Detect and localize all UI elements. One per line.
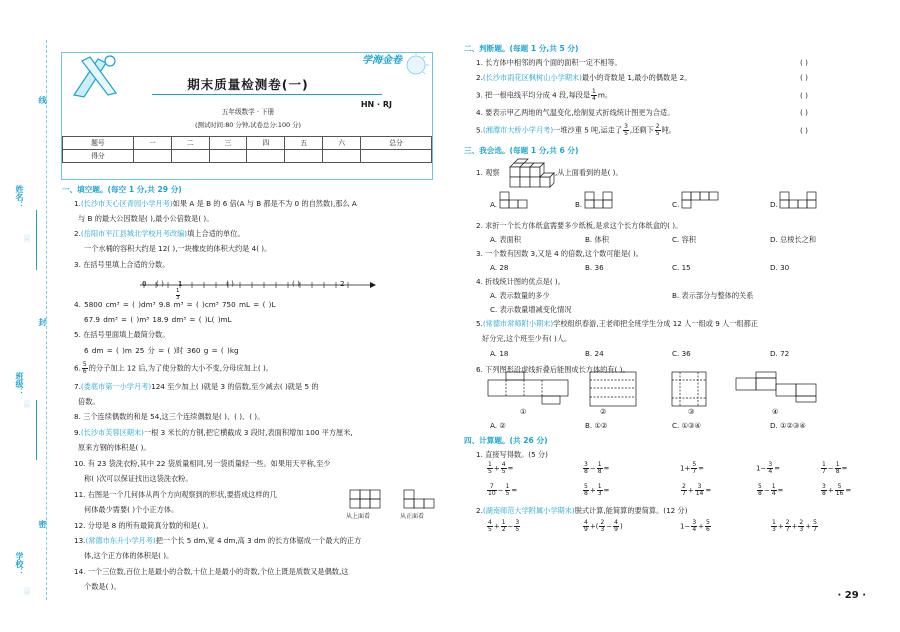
score-cell: 题号 bbox=[63, 137, 134, 150]
fraction-1-4: $\frac{1}{4}$ bbox=[592, 88, 596, 102]
q13-line-a: 13.(常德市东升小学月考)把一个长 5 dm,宽 4 dm,高 3 dm 的长方体锯成一个最大的正方 bbox=[74, 536, 362, 545]
name-fill-line[interactable] bbox=[36, 210, 37, 270]
calc-q2-text: 脱式计算,能简算的要简算。(12 分) bbox=[574, 506, 688, 515]
section-4-title: 四、计算题。(共 26 分) bbox=[464, 436, 548, 445]
calc-item: $\frac{1}{7}$ − $\frac{1}{8}$ = bbox=[822, 461, 848, 475]
judge-q5-unit: 吨。 bbox=[661, 125, 676, 135]
choice-q5-text: 学校组织春游,王老师把全班学生分成 12 人一组或 9 人一组都正 bbox=[553, 319, 758, 328]
section-2-title: 二、判断题。(每题 1 分,共 5 分) bbox=[464, 44, 579, 53]
calc-item: 1− $\frac{3}{4}$ = bbox=[756, 461, 781, 475]
choice-option[interactable]: C. 15 bbox=[672, 263, 691, 272]
choice-option[interactable]: C. ①③④ bbox=[672, 421, 701, 430]
choice-option[interactable]: B. 体积 bbox=[585, 235, 609, 244]
q4-line-a: 4. 5800 cm³ = ( )dm³ 9.8 m³ = ( )cm³ 750 mL = ( )L bbox=[74, 300, 276, 309]
q13-text: 把一个长 5 dm,宽 4 dm,高 3 dm 的长方体锯成一个最大的正方 bbox=[155, 536, 362, 545]
class-label: 班级： bbox=[15, 372, 24, 396]
class-fill-line[interactable] bbox=[36, 400, 37, 460]
step-calc-item: 1− $\frac{3}{4}$ + $\frac{5}{6}$ bbox=[680, 519, 710, 533]
q9-source-tag: (长沙市芙蓉区期末) bbox=[80, 428, 144, 437]
judge-answer-box[interactable]: ( ) bbox=[800, 91, 808, 100]
choice-q1-text: ,从上面看到的是( )。 bbox=[555, 168, 623, 177]
judge-q5: 5.(湘潭市大桥小学月考)一堆沙重 5 吨,运走了 $\frac{3}{5}$ ,还剩下 $\frac{2}{5}$ 吨。 bbox=[476, 123, 676, 137]
q1-text: 如果 A 是 B 的 6 倍(A 与 B 都是不为 0 的自然数),那么 A bbox=[172, 199, 357, 208]
nl-label: 0 bbox=[142, 279, 147, 288]
calc-item: $\frac{2}{7}$ + $\frac{3}{14}$ = bbox=[682, 483, 712, 497]
judge-q5-text-b: ,还剩下 bbox=[629, 125, 654, 135]
fraction-5-6: $\frac{5}{6}$ bbox=[82, 361, 87, 375]
view-top-label: 从上面看 bbox=[346, 513, 371, 520]
q13-source-tag: (常德市东升小学月考) bbox=[85, 536, 156, 545]
choice-option[interactable]: B. 24 bbox=[585, 349, 604, 358]
step-calc-item: $\frac{1}{3}$ + $\frac{2}{7}$ + $\frac{2}{3}$ + $\frac{5}{7}$ bbox=[772, 519, 817, 533]
q8-text: 8. 三个连续偶数的和是 54,这三个连续偶数是( )、( )、( )。 bbox=[74, 412, 265, 421]
judge-answer-box[interactable]: ( ) bbox=[800, 108, 808, 117]
binding-margin bbox=[0, 0, 60, 632]
score-input-cell[interactable] bbox=[361, 150, 432, 163]
option-c-shape bbox=[682, 192, 722, 216]
crown-icon: ♕ bbox=[22, 585, 32, 598]
fraction-3-5: $\frac{3}{5}$ bbox=[624, 123, 628, 137]
cuboid-nets-figure bbox=[486, 372, 842, 408]
step-calc-item: $\frac{4}{9}$ +( $\frac{2}{3}$ − $\frac{4}{9}$ ) bbox=[584, 519, 623, 533]
exam-info: (测试时间:80 分钟,试卷总分:100 分) bbox=[194, 121, 301, 129]
brand-logo-text: 学海金卷 bbox=[362, 55, 402, 66]
judge-answer-box[interactable]: ( ) bbox=[800, 58, 808, 67]
choice-q5-line-a: 5.(常德市常师附小期末)学校组织春游,王老师把全班学生分成 12 人一组或 9 人一组都正 bbox=[476, 319, 758, 328]
score-cell: 得分 bbox=[63, 150, 134, 163]
option-a-shape bbox=[500, 192, 540, 216]
exam-subtitle: 五年级数学 · 下册 bbox=[221, 108, 275, 116]
option-d-shape bbox=[780, 192, 820, 216]
choice-q6: 6. 下列图形沿虚线折叠后能围成长方体的有( )。 bbox=[476, 365, 630, 374]
choice-option[interactable]: A. 表示数量的多少 bbox=[490, 291, 550, 300]
q10-line-a: 10. 有 23 袋洗衣粉,其中 22 袋质量相同,另一袋质量轻一些。如果用天平称,至少 bbox=[74, 459, 331, 468]
score-input-cell[interactable] bbox=[133, 150, 171, 163]
q5-line-b: 6 dm = ( )m 25 分 = ( )时 360 g = ( )kg bbox=[84, 346, 239, 355]
q5-text: 5. 在括号里面填上最简分数。 bbox=[74, 330, 170, 339]
calc-item: $\frac{1}{5}$ + $\frac{4}{5}$ = bbox=[488, 461, 514, 475]
exam-title: 期末质量检测卷(一) bbox=[187, 77, 309, 92]
choice-q5-line-b: 好分完,这个班至少有( )人。 bbox=[482, 334, 572, 343]
judge-q5-tag: (湘潭市大桥小学月考) bbox=[482, 125, 554, 135]
choice-q5-tag: (常德市常师附小期末) bbox=[482, 319, 554, 328]
choice-option[interactable]: A. 18 bbox=[490, 349, 509, 358]
score-table bbox=[62, 136, 432, 163]
judge-q1: 1. 长方体中相邻的两个面的面积一定不相等。 bbox=[476, 58, 622, 67]
q9-line-a: 9.(长沙市芙蓉区期末)一根 3 米长的方钢,把它横截成 3 段时,表面积增加 100 平方厘米, bbox=[74, 428, 353, 437]
choice-q2: 2. 求折一个长方体纸盒需要多少纸板,是求这个长方体纸盒的( )。 bbox=[476, 221, 683, 230]
judge-answer-box[interactable]: ( ) bbox=[800, 73, 808, 82]
q7-line-b: 倍数。 bbox=[78, 397, 100, 406]
page-number: · 29 · bbox=[837, 590, 866, 601]
title-underline bbox=[152, 94, 382, 95]
q7-line-a: 7.(娄底市第一小学月考)124 至少加上( )就是 3 的倍数,至少减去( )就是 5 的 bbox=[74, 382, 319, 391]
nl-label: 2 bbox=[340, 279, 345, 288]
calc-item: $\frac{7}{10}$ − $\frac{1}{5}$ = bbox=[488, 483, 518, 497]
q2-text: 填上合适的单位。 bbox=[187, 229, 245, 238]
choice-option[interactable]: A. ② bbox=[490, 421, 506, 430]
choice-option[interactable]: A. 表面积 bbox=[490, 235, 521, 244]
nl-fraction-one-third: 1 3 bbox=[176, 288, 180, 301]
choice-q3: 3. 一个数有因数 3,又是 4 的倍数,这个数可能是( )。 bbox=[476, 249, 643, 258]
net-label: ① bbox=[520, 407, 527, 416]
nl-blank[interactable]: ( ) bbox=[226, 279, 234, 288]
q1-line-b: 与 B 的最大公因数是( ),最小公倍数是( )。 bbox=[78, 214, 214, 223]
score-cell: 一 bbox=[133, 137, 171, 150]
step-calc-item: $\frac{4}{5}$ + $\frac{1}{2}$ − $\frac{3}{5}$ bbox=[488, 519, 520, 533]
choice-q1: 1. 观察 bbox=[476, 168, 500, 177]
nl-blank[interactable]: ( ) bbox=[156, 279, 164, 288]
calc-item: $\frac{3}{8}$ + $\frac{5}{16}$ = bbox=[822, 483, 852, 497]
edition-code: HN · RJ bbox=[360, 100, 392, 109]
q6-line-a: 6. $\frac{5}{6}$ 的分子加上 12 后,为了使分数的大小不变,分母应加上( )。 bbox=[74, 361, 273, 375]
judge-q3-unit: m。 bbox=[597, 90, 613, 100]
choice-option-c[interactable]: C. bbox=[672, 200, 680, 209]
q2-line-b: 一个水桶的容积大约是 12( ),一块橡皮的体积大约是 4( )。 bbox=[84, 244, 272, 253]
calc-item: 1+ $\frac{5}{7}$ = bbox=[680, 461, 705, 475]
q9-text: 一根 3 米长的方钢,把它横截成 3 段时,表面积增加 100 平方厘米, bbox=[143, 428, 353, 437]
score-value-row bbox=[63, 150, 432, 163]
choice-option-d[interactable]: D. bbox=[770, 200, 778, 209]
option-b-shape bbox=[585, 192, 625, 216]
calc-item: $\frac{5}{8}$ − $\frac{1}{4}$ = bbox=[758, 483, 784, 497]
q3-text: 3. 在括号里填上合适的分数。 bbox=[74, 260, 170, 269]
net-label: ④ bbox=[772, 407, 779, 416]
seal-xian: 线 bbox=[38, 96, 47, 104]
score-cell: 四 bbox=[247, 137, 285, 150]
q13-line-b: 体,这个正方体的体积是( )。 bbox=[84, 551, 174, 560]
net-label: ③ bbox=[688, 407, 695, 416]
score-input-cell[interactable] bbox=[285, 150, 323, 163]
net-label: ② bbox=[600, 407, 607, 416]
q9-line-b: 原来方钢的体积是( )。 bbox=[78, 443, 151, 452]
score-cell: 六 bbox=[323, 137, 361, 150]
choice-q4: 4. 折线统计图的优点是( )。 bbox=[476, 277, 565, 286]
name-label: 姓名： bbox=[15, 185, 24, 209]
calc-q2: 2.(湖南师范大学附属小学期末)脱式计算,能简算的要简算。(12 分) bbox=[476, 506, 688, 515]
judge-q4: 4. 要表示甲乙两地的气温变化,绘制复式折线统计图更为合适。 bbox=[476, 108, 675, 117]
q11-line-a: 11. 右图是一个几何体从两个方向观察到的形状,要搭成这样的几 bbox=[74, 490, 277, 499]
school-label: 学校： bbox=[15, 552, 24, 576]
calc-q2-tag: (湖南师范大学附属小学期末) bbox=[482, 506, 575, 515]
q1-line-a: 1.(长沙市天心区青园小学月考)如果 A 是 B 的 6 倍(A 与 B 都是不为 0 的自然数),那么 A bbox=[74, 199, 357, 208]
q14-line-b: 个数是( )。 bbox=[84, 582, 121, 591]
score-header-row bbox=[63, 137, 432, 150]
judge-q5-text: 一堆沙重 5 吨,运走了 bbox=[553, 125, 623, 135]
choice-option[interactable]: B. 36 bbox=[585, 263, 604, 272]
score-cell: 五 bbox=[285, 137, 323, 150]
crown-icon: ♕ bbox=[22, 232, 32, 245]
section-3-title: 三、我会选。(每题 1 分,共 6 分) bbox=[464, 146, 579, 155]
q12-text: 12. 分母是 8 的所有最简真分数的和是( )。 bbox=[74, 521, 213, 530]
q1-source-tag: (长沙市天心区青园小学月考) bbox=[80, 199, 173, 208]
section-1-title: 一、填空题。(每空 1 分,共 29 分) bbox=[62, 185, 182, 194]
fraction-2-5: $\frac{2}{5}$ bbox=[655, 123, 660, 137]
choice-option[interactable]: B. 表示部分与整体的关系 bbox=[672, 291, 754, 300]
score-input-cell[interactable] bbox=[323, 150, 361, 163]
judge-q3-text: 3. 把一根电线平均分成 4 段,每段是 bbox=[476, 90, 591, 100]
score-cell: 总分 bbox=[361, 137, 432, 150]
judge-q2-tag: (长沙市雨花区枫树山小学期末) bbox=[482, 73, 582, 82]
choice-option[interactable]: C. 容积 bbox=[672, 235, 696, 244]
nl-blank[interactable]: ( ) bbox=[292, 279, 300, 288]
calc-item: $\frac{5}{8}$ + $\frac{1}{3}$ = bbox=[584, 483, 610, 497]
q14-line-a: 14. 一个三位数,百位上是最小的合数,十位上是最小的奇数,个位上既是质数又是偶数,这 bbox=[74, 567, 349, 576]
q2-source-tag: (岳阳市平江县城北学校月考改编) bbox=[80, 229, 188, 238]
q10-line-b: 称( )次可以保证找出这袋洗衣粉。 bbox=[84, 474, 193, 483]
q4-line-b: 67.9 dm³ = ( )m³ 18.9 dm³ = ( )L( )mL bbox=[84, 315, 232, 324]
score-cell: 二 bbox=[171, 137, 209, 150]
score-input-cell[interactable] bbox=[247, 150, 285, 163]
choice-option[interactable]: D. 72 bbox=[770, 349, 790, 358]
exam-header bbox=[61, 52, 433, 180]
judge-q2: 2.(长沙市雨花区枫树山小学期末)最小的奇数是 1,最小的偶数是 2。 bbox=[476, 73, 692, 82]
q7-text: 124 至少加上( )就是 3 的倍数,至少减去( )就是 5 的 bbox=[151, 382, 319, 391]
choice-option[interactable]: D. 30 bbox=[770, 263, 790, 272]
nl-label: 1 bbox=[178, 279, 183, 288]
judge-answer-box[interactable]: ( ) bbox=[800, 126, 808, 135]
judge-q2-text: 最小的奇数是 1,最小的偶数是 2。 bbox=[581, 73, 692, 82]
choice-option-a[interactable]: A. bbox=[490, 200, 498, 209]
score-input-cell[interactable] bbox=[171, 150, 209, 163]
choice-option-b[interactable]: B. bbox=[575, 200, 583, 209]
choice-option[interactable]: B. ①② bbox=[585, 421, 608, 430]
choice-option[interactable]: A. 28 bbox=[490, 263, 509, 272]
q7-source-tag: (娄底市第一小学月考) bbox=[80, 382, 152, 391]
seal-feng: 封 bbox=[38, 318, 47, 326]
score-input-cell[interactable] bbox=[209, 150, 247, 163]
judge-q3 bbox=[476, 89, 612, 102]
calc-q1: 1. 直接写得数。(5 分) bbox=[476, 450, 548, 459]
seal-mi: 密 bbox=[38, 520, 47, 528]
choice-option[interactable]: D. 总棱长之和 bbox=[770, 235, 817, 244]
choice-option[interactable]: C. 36 bbox=[672, 349, 691, 358]
q11-line-b: 何体最少需要( )个小正方体。 bbox=[84, 505, 179, 514]
choice-option[interactable]: C. 表示数量增减变化情况 bbox=[490, 305, 572, 314]
calc-item: $\frac{3}{8}$ − $\frac{1}{8}$ = bbox=[584, 461, 610, 475]
view-front-label: 从正面看 bbox=[400, 513, 425, 520]
score-cell: 三 bbox=[209, 137, 247, 150]
crown-icon: ♕ bbox=[22, 398, 32, 411]
q2-line-a: 2.(岳阳市平江县城北学校月考改编)填上合适的单位。 bbox=[74, 229, 245, 238]
q6-text: 的分子加上 12 后,为了使分数的大小不变,分母应加上( )。 bbox=[88, 363, 273, 373]
choice-option[interactable]: D. ①②③④ bbox=[770, 421, 806, 430]
